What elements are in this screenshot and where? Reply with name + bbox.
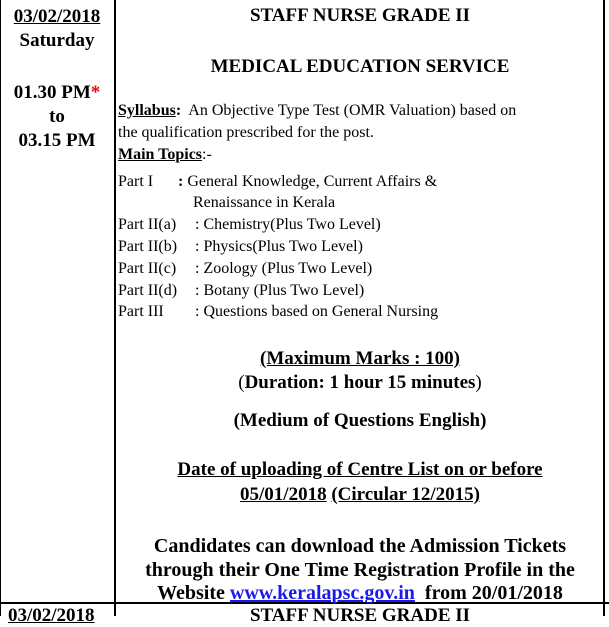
admission-website-label: Website (157, 582, 225, 604)
duration-text: Duration: 1 hour 15 minutes (244, 372, 476, 393)
topic-sep: : (195, 260, 200, 277)
topic-part-1 (118, 171, 437, 193)
time-separator: to (49, 106, 65, 127)
syllabus-text-1: An Objective Type Test (OMR Valuation) based on (188, 102, 517, 119)
topic-part-2b (118, 236, 363, 258)
topic-label: Part I (118, 173, 154, 190)
topic-part-1-cont (193, 192, 335, 214)
topic-text: Questions based on General Nursing (203, 303, 439, 320)
syllabus-line-2: the qualification prescribed for the post. (118, 124, 374, 141)
topic-text: Zoology (Plus Two Level) (203, 260, 373, 277)
topic-sep: : (195, 238, 200, 255)
topic-label: Part II(c) (118, 260, 177, 277)
duration-close: ) (475, 372, 482, 393)
topic-sep: : (178, 173, 184, 190)
syllabus-colon: : (175, 102, 182, 119)
exam-date: 03/02/2018 (13, 6, 101, 27)
topic-sep: : (195, 216, 200, 233)
main-topics-suffix: :- (202, 146, 212, 163)
topic-label: Part II(b) (118, 238, 178, 255)
next-row-title: STAFF NURSE GRADE II (249, 605, 471, 626)
department-name: MEDICAL EDUCATION SERVICE (210, 56, 510, 77)
topic-text: Botany (Plus Two Level) (203, 282, 365, 299)
admission-line-1: Candidates can download the Admission Tickets (153, 535, 567, 557)
topic-label: Part II(d) (118, 282, 178, 299)
topic-text: Renaissance in Kerala (193, 194, 336, 211)
centre-list-date: 05/01/2018 (240, 484, 327, 505)
duration-open: ( (238, 372, 245, 393)
topic-part-3 (118, 301, 438, 323)
question-medium: (Medium of Questions English) (233, 410, 487, 431)
main-topics-label: Main Topics (118, 146, 203, 163)
topic-part-2d (118, 280, 364, 302)
topic-sep: : (195, 303, 200, 320)
next-row-date: 03/02/2018 (8, 605, 95, 626)
admission-line-2: through their One Time Registration Profile in the (145, 559, 575, 581)
exam-time (0, 81, 114, 153)
topic-part-2c (118, 258, 372, 280)
centre-list-line-2 (117, 484, 603, 506)
topic-text: Chemistry(Plus Two Level) (203, 216, 381, 233)
topic-sep: : (195, 282, 200, 299)
time-start: 01.30 PM (13, 82, 91, 103)
table-column-divider (114, 0, 116, 616)
centre-list-circular: (Circular 12/2015) (331, 484, 480, 505)
admission-line-3 (117, 582, 603, 605)
syllabus-label: Syllabus (118, 102, 176, 119)
topic-text: Physics(Plus Two Level) (203, 238, 363, 255)
main-topics-heading (118, 144, 212, 166)
post-title: STAFF NURSE GRADE II (249, 5, 471, 26)
time-end: 03.15 PM (18, 130, 96, 151)
centre-list-line-1: Date of uploading of Centre List on or before (177, 459, 543, 480)
exam-day: Saturday (19, 30, 95, 51)
admission-from-date: from 20/01/2018 (424, 582, 563, 604)
topic-text: General Knowledge, Current Affairs & (187, 173, 438, 190)
max-marks: (Maximum Marks : 100) (260, 348, 460, 369)
time-asterisk: * (90, 82, 101, 103)
keralapsc-website-link[interactable]: www.keralapsc.gov.in (229, 582, 415, 604)
topic-label: Part II(a) (118, 216, 177, 233)
topic-label: Part III (118, 303, 164, 320)
table-right-border (603, 0, 605, 616)
exam-schedule (0, 5, 114, 53)
topic-part-2a (118, 214, 381, 236)
duration (117, 372, 603, 394)
syllabus-line-1 (118, 100, 516, 122)
